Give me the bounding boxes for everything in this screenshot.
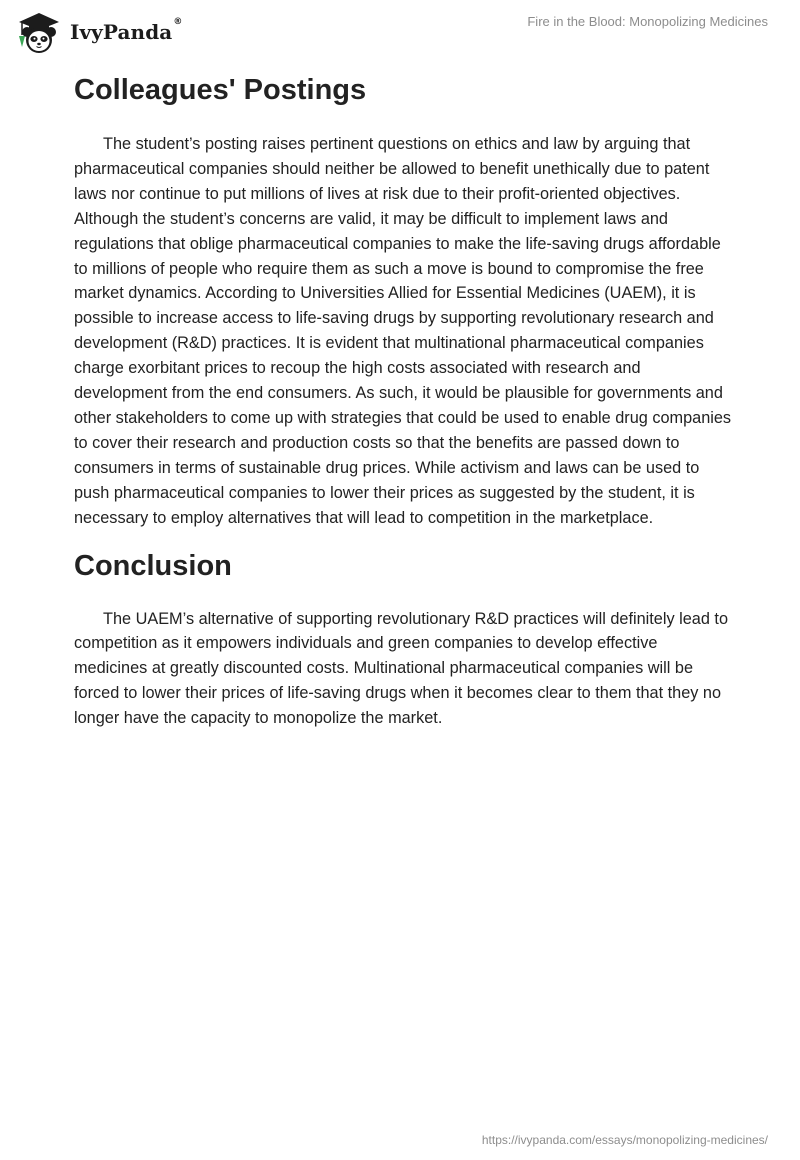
document-title: Fire in the Blood: Monopolizing Medicines [527,14,768,29]
section-conclusion [74,548,734,732]
brand-name [70,17,183,44]
section-paragraph: The student’s posting raises pertinent questions on ethics and law by arguing that pharmaceutical companies should neither be allowed to benefit unethically due to patent laws nor continue to put millions of lives at risk due to their profit-oriented objectives. Although the student’s concerns are valid, it may be difficult to implement laws and regulations that oblige pharmaceutical companies to make the life-saving drugs affordable to millions of people who require them as such a move is bound to compromise the free market dynamics. According to Universities Allied for Essential Medicines (UAEM), it is possible to increase access to life-saving drugs by supporting revolutionary research and development (R&D) practices. It is evident that multinational pharmaceutical companies charge exorbitant prices to recoup the high costs associated with research and development from the end consumers. As such, it would be plausible for governments and other stakeholders to come up with strategies that could be used to enable drug companies to cover their research and production costs so that the benefits are passed down to consumers in terms of sustainable drug prices. While activism and laws can be used to push pharmaceutical companies to lower their prices as suggested by the student, it is necessary to employ alternatives that will lead to competition in the marketplace. [74,135,732,527]
brand-name-text: IvyPanda [70,20,173,44]
section-colleagues-postings [74,72,734,531]
section-heading: Conclusion [74,549,232,582]
source-url-link[interactable]: https://ivypanda.com/essays/monopolizing-medicines/ [481,1133,768,1147]
section-paragraph: The UAEM’s alternative of supporting revolutionary R&D practices will definitely lead to competition as it empowers individuals and green companies to develop effective medicines at greatly discounted costs. Multinational pharmaceutical companies will be forced to lower their prices of life-saving drugs when it becomes clear to them that they no longer have the capacity to monopolize the market. [74,609,729,728]
ivypanda-logo[interactable] [14,9,182,55]
registered-mark: ® [173,17,183,27]
page-header [0,0,800,60]
section-heading: Colleagues' Postings [74,74,367,106]
essay-content [74,72,734,731]
panda-graduation-cap-icon [14,9,64,55]
